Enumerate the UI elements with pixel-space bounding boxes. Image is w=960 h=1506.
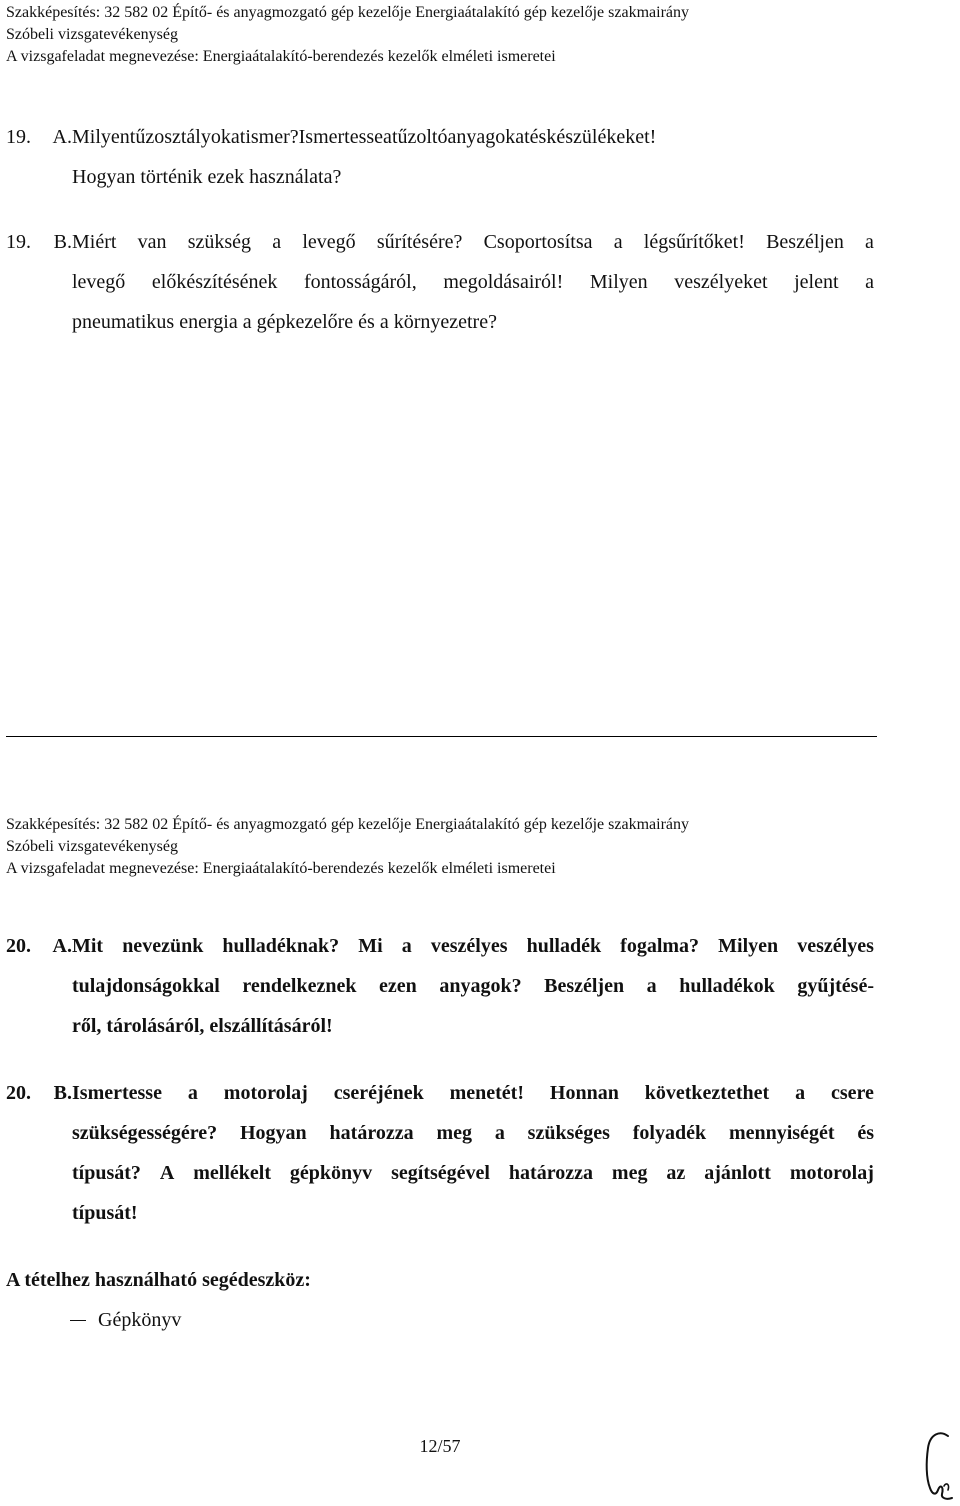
word: fogalma?	[620, 935, 700, 957]
word: A.	[52, 935, 72, 957]
question-number	[6, 926, 72, 966]
word: levegő	[72, 271, 126, 293]
word: B.	[53, 231, 72, 253]
question-line	[72, 222, 874, 262]
header-task-name: A vizsgafeladat megnevezése: Energiaátalakító-berendezés kezelők elméleti ismeretei	[6, 48, 556, 65]
aid-list-item	[70, 1302, 181, 1338]
word: A	[159, 1162, 175, 1184]
question-number	[6, 222, 72, 262]
word: a	[494, 1122, 505, 1144]
question-number	[6, 117, 72, 157]
question-line	[6, 1113, 874, 1153]
page-number: 12/57	[419, 1436, 461, 1456]
word: megoldásairól!	[443, 271, 564, 293]
word: ismer?	[245, 126, 299, 148]
word: veszélyes	[797, 935, 874, 957]
word: folyadék	[632, 1122, 707, 1144]
question-line: pneumatikus energia a gépkezelőre és a környezetre?	[72, 311, 497, 333]
word: légsűrítőket!	[643, 231, 745, 253]
word: hulladék	[526, 935, 602, 957]
word: nevezünk	[122, 935, 204, 957]
word: tűzosztályokat	[129, 126, 246, 148]
word: hulladékok	[679, 975, 775, 997]
question-line	[6, 966, 874, 1006]
word: cseréjének	[333, 1082, 424, 1104]
word: ajánlott	[704, 1162, 771, 1184]
header-activity: Szóbeli vizsgatevékenység	[6, 26, 178, 43]
header-task-name: A vizsgafeladat megnevezése: Energiaátalakító-berendezés kezelők elméleti ismeretei	[6, 860, 556, 877]
word: veszélyes	[430, 935, 508, 957]
word: a	[187, 1082, 198, 1104]
word: meg	[436, 1122, 472, 1144]
question-20b	[6, 1073, 874, 1233]
word: Milyen	[589, 271, 648, 293]
word: a	[613, 231, 623, 253]
word: motorolaj	[223, 1082, 308, 1104]
question-number	[6, 1073, 72, 1113]
word: gépkönyv	[289, 1162, 373, 1184]
word: Milyen	[72, 126, 130, 148]
word: a	[795, 1082, 806, 1104]
word: levegő	[302, 231, 356, 253]
question-line	[72, 1073, 874, 1113]
question-19a	[6, 117, 874, 197]
word: motorolaj	[789, 1162, 874, 1184]
word: jelent	[794, 271, 839, 293]
word: Beszéljen	[544, 975, 625, 997]
word: Milyen	[718, 935, 779, 957]
question-19b	[6, 222, 874, 342]
word: 19.	[6, 231, 31, 253]
page-header-second	[6, 814, 689, 880]
question-20a	[6, 926, 874, 1046]
header-qualification: Szakképesítés: 32 582 02 Építő- és anyagmozgató gép kezelője Energiaátalakító gép kezelője szakmairány	[6, 816, 690, 833]
word: a	[646, 975, 657, 997]
word: szükség	[187, 231, 252, 253]
dash-bullet-icon	[70, 1320, 86, 1321]
header-qualification: Szakképesítés: 32 582 02 Építő- és anyagmozgató gép kezelője Energiaátalakító gép kezelője szakmairány	[6, 4, 690, 21]
question-line	[6, 1153, 874, 1193]
question-line	[72, 926, 874, 966]
word: és	[529, 126, 547, 148]
word: ezen	[379, 975, 417, 997]
word: sűrítésére?	[376, 231, 463, 253]
word: Mi	[358, 935, 383, 957]
word: 20.	[6, 1082, 31, 1104]
word: tűzoltó	[391, 126, 448, 148]
word: típusát?	[72, 1162, 141, 1184]
word: és	[857, 1122, 874, 1144]
word: a	[272, 231, 282, 253]
word: B.	[53, 1082, 72, 1104]
word: a	[383, 126, 392, 148]
word: veszélyeket	[674, 271, 768, 293]
word: rendelkeznek	[242, 975, 357, 997]
word: Honnan	[549, 1082, 619, 1104]
question-line: Hogyan történik ezek használata?	[72, 166, 342, 188]
word: gyűjtésé-	[797, 975, 874, 997]
question-line: ről, tárolásáról, elszállításáról!	[72, 1015, 333, 1037]
signature-icon	[918, 1426, 956, 1502]
word: az	[666, 1162, 686, 1184]
word: anyagokat	[447, 126, 530, 148]
word: mellékelt	[193, 1162, 271, 1184]
word: szükségességére?	[72, 1122, 218, 1144]
word: előkészítésének	[151, 271, 278, 293]
word: Hogyan	[240, 1122, 307, 1144]
word: Csoportosítsa	[483, 231, 593, 253]
word: A.	[52, 126, 72, 148]
header-activity: Szóbeli vizsgatevékenység	[6, 838, 178, 855]
word: a	[865, 231, 874, 253]
question-line	[72, 117, 874, 157]
word: készülékeket!	[546, 126, 657, 148]
word: van	[137, 231, 167, 253]
word: Ismertesse	[298, 126, 384, 148]
word: 19.	[6, 126, 31, 148]
page-header-top	[6, 2, 689, 68]
word: határozza	[508, 1162, 593, 1184]
word: segítségével	[391, 1162, 490, 1184]
word: menetét!	[449, 1082, 525, 1104]
word: Miért	[72, 231, 117, 253]
word: a	[865, 271, 874, 293]
word: anyagok?	[439, 975, 522, 997]
word: tulajdonságokkal	[72, 975, 220, 997]
word: 20.	[6, 935, 31, 957]
word: csere	[830, 1082, 874, 1104]
aids-title: A tételhez használható segédeszköz:	[6, 1269, 311, 1291]
word: hulladéknak?	[222, 935, 340, 957]
word: Beszéljen	[766, 231, 844, 253]
aid-item-label: Gépkönyv	[98, 1309, 182, 1331]
word: a	[401, 935, 412, 957]
word: Ismertesse	[72, 1082, 162, 1104]
question-line	[6, 262, 874, 302]
word: meg	[611, 1162, 648, 1184]
word: szükséges	[527, 1122, 610, 1144]
word: mennyiségét	[728, 1122, 835, 1144]
word: fontosságáról,	[303, 271, 417, 293]
section-divider	[6, 736, 877, 737]
word: határozza	[329, 1122, 414, 1144]
word: következtethet	[644, 1082, 770, 1104]
word: Mit	[72, 935, 104, 957]
question-line: típusát!	[72, 1202, 138, 1224]
